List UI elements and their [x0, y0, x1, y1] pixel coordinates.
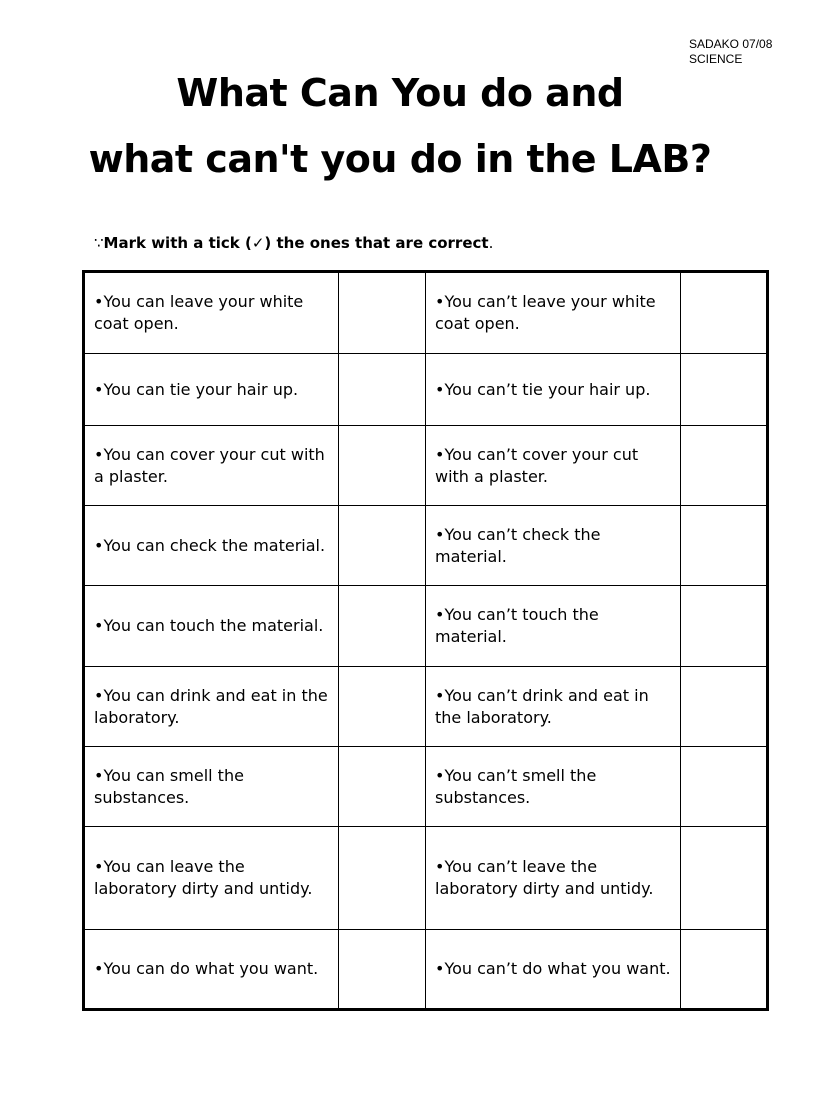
tick-box[interactable] [681, 667, 768, 747]
tick-box[interactable] [339, 586, 426, 667]
tick-box[interactable] [339, 506, 426, 586]
tick-box[interactable] [339, 930, 426, 1010]
table-row [84, 354, 768, 426]
instruction-period: . [488, 234, 494, 252]
title-line-2: what can't you do in the LAB? [88, 137, 712, 181]
tick-box[interactable] [681, 506, 768, 586]
table-row [84, 272, 768, 354]
table-row [84, 747, 768, 827]
tick-box[interactable] [681, 426, 768, 506]
instruction-text: Mark with a tick (✓) the ones that are correct [103, 234, 489, 252]
tick-box[interactable] [339, 426, 426, 506]
table-row [84, 667, 768, 747]
can-statement: •You can leave the laboratory dirty and untidy. [84, 827, 339, 930]
cant-statement: •You can’t tie your hair up. [426, 354, 681, 426]
cant-statement: •You can’t drink and eat in the laboratory. [426, 667, 681, 747]
tick-box[interactable] [339, 667, 426, 747]
tick-box[interactable] [339, 354, 426, 426]
table-row [84, 506, 768, 586]
tick-box[interactable] [681, 747, 768, 827]
tick-box[interactable] [681, 930, 768, 1010]
tick-box[interactable] [681, 272, 768, 354]
subject-label: SCIENCE [689, 52, 743, 66]
worksheet-title [60, 60, 740, 192]
rules-table [82, 270, 769, 1011]
table-row [84, 827, 768, 930]
tick-box[interactable] [339, 747, 426, 827]
can-statement: •You can cover your cut with a plaster. [84, 426, 339, 506]
can-statement: •You can smell the substances. [84, 747, 339, 827]
cant-statement: •You can’t leave your white coat open. [426, 272, 681, 354]
can-statement: •You can tie your hair up. [84, 354, 339, 426]
bullet-icon: ∵ [94, 234, 104, 252]
cant-statement: •You can’t do what you want. [426, 930, 681, 1010]
tick-box[interactable] [339, 272, 426, 354]
can-statement: •You can leave your white coat open. [84, 272, 339, 354]
tick-box[interactable] [681, 354, 768, 426]
table-row [84, 426, 768, 506]
can-statement: •You can touch the material. [84, 586, 339, 667]
can-statement: •You can do what you want. [84, 930, 339, 1010]
cant-statement: •You can’t smell the substances. [426, 747, 681, 827]
title-line-1: What Can You do and [176, 71, 624, 115]
instruction [94, 233, 493, 253]
author-date: SADAKO 07/08 [689, 37, 773, 51]
table-row [84, 930, 768, 1010]
tick-box[interactable] [681, 586, 768, 667]
cant-statement: •You can’t leave the laboratory dirty and untidy. [426, 827, 681, 930]
cant-statement: •You can’t cover your cut with a plaster. [426, 426, 681, 506]
tick-box[interactable] [681, 827, 768, 930]
can-statement: •You can drink and eat in the laboratory. [84, 667, 339, 747]
can-statement: •You can check the material. [84, 506, 339, 586]
table-row [84, 586, 768, 667]
cant-statement: •You can’t check the material. [426, 506, 681, 586]
tick-box[interactable] [339, 827, 426, 930]
cant-statement: •You can’t touch the material. [426, 586, 681, 667]
